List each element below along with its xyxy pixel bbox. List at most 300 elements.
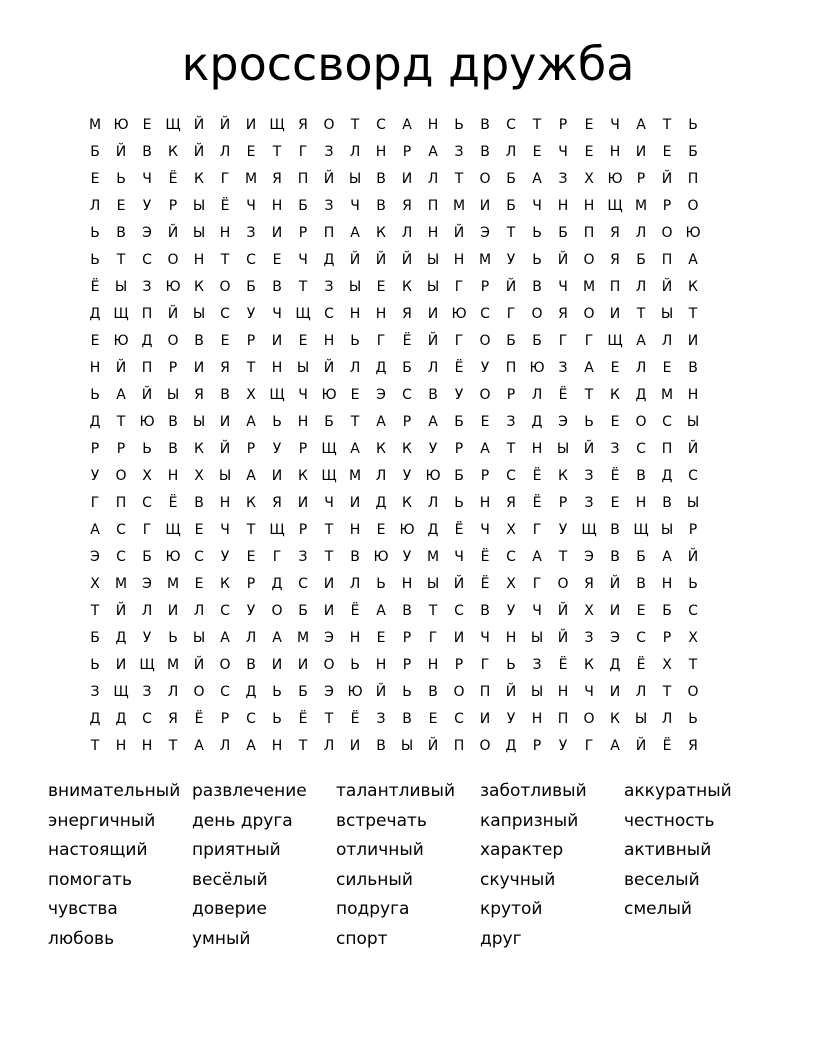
grid-letter: Ё [454, 360, 464, 376]
grid-letter: Р [454, 441, 464, 457]
grid-letter: Е [376, 630, 386, 646]
grid-letter: А [350, 225, 360, 241]
grid-letter: Э [90, 549, 100, 565]
grid-letter: Т [350, 414, 360, 430]
grid-letter: Ч [480, 522, 490, 538]
grid-letter: З [558, 360, 568, 376]
grid-letter: Е [246, 144, 256, 160]
grid-letter: Л [193, 603, 205, 619]
grid-letter: Ь [350, 657, 360, 673]
grid-letter: А [246, 468, 256, 484]
grid-letter: О [687, 684, 699, 700]
grid-letter: И [115, 657, 127, 673]
grid-letter: Ю [113, 333, 129, 349]
grid-letter: Я [298, 117, 308, 133]
grid-letter: М [452, 198, 466, 214]
grid-letter: З [246, 225, 256, 241]
grid-letter: Т [662, 117, 672, 133]
grid-letter: З [142, 684, 152, 700]
grid-letter: Й [323, 360, 335, 376]
grid-letter: Г [376, 333, 386, 349]
grid-letter: Е [350, 387, 360, 403]
grid-letter: Ы [686, 414, 700, 430]
grid-letter: Ь [272, 711, 282, 727]
grid-letter: Й [167, 225, 179, 241]
grid-letter: Р [298, 522, 308, 538]
grid-letter: Л [349, 144, 361, 160]
grid-letter: Е [246, 549, 256, 565]
grid-letter: А [194, 738, 204, 754]
grid-letter: Е [610, 495, 620, 511]
grid-letter: К [402, 441, 412, 457]
grid-letter: З [584, 495, 594, 511]
grid-letter: У [402, 468, 412, 484]
grid-letter: В [480, 144, 490, 160]
grid-letter: В [480, 117, 490, 133]
word-list-item: чувства [48, 899, 118, 919]
grid-letter: И [219, 414, 231, 430]
grid-letter: Ё [558, 657, 568, 673]
grid-letter: С [220, 684, 230, 700]
grid-letter: Г [454, 279, 464, 295]
grid-letter: Й [687, 549, 699, 565]
grid-letter: В [168, 441, 178, 457]
grid-letter: П [661, 252, 673, 268]
grid-letter: Б [90, 144, 100, 160]
grid-letter: Н [557, 684, 569, 700]
grid-letter: Ч [584, 684, 594, 700]
grid-letter: Н [583, 198, 595, 214]
grid-letter: Л [219, 144, 231, 160]
grid-letter: О [453, 684, 465, 700]
grid-letter: Ь [116, 171, 126, 187]
grid-letter: Б [454, 468, 464, 484]
grid-letter: А [532, 171, 542, 187]
grid-letter: Й [219, 117, 231, 133]
grid-letter: Й [427, 738, 439, 754]
grid-letter: Ё [402, 333, 412, 349]
word-list-item: скучный [480, 869, 556, 890]
grid-letter: Х [584, 603, 594, 619]
word-list-item: аккуратный [624, 781, 732, 801]
grid-letter: О [323, 117, 335, 133]
grid-letter: Н [375, 144, 387, 160]
grid-letter: О [479, 387, 491, 403]
grid-letter: Э [480, 225, 490, 241]
grid-letter: У [480, 360, 490, 376]
grid-letter: Н [687, 387, 699, 403]
grid-letter: Й [193, 657, 205, 673]
grid-letter: К [558, 468, 568, 484]
grid-letter: Ю [165, 279, 181, 295]
grid-letter: Ь [90, 657, 100, 673]
grid-letter: Н [297, 414, 309, 430]
grid-letter: Ё [532, 495, 542, 511]
grid-letter: К [688, 279, 698, 295]
grid-letter: Л [401, 225, 413, 241]
grid-letter: Ь [688, 117, 698, 133]
grid-letter: С [402, 387, 412, 403]
grid-letter: А [350, 441, 360, 457]
grid-letter: С [298, 576, 308, 592]
grid-letter: Л [505, 144, 517, 160]
grid-letter: Й [115, 360, 127, 376]
grid-letter: Т [272, 144, 282, 160]
grid-letter: А [610, 738, 620, 754]
grid-letter: Л [219, 738, 231, 754]
grid-letter: В [168, 414, 178, 430]
word-list-item: талантливый [336, 781, 456, 801]
grid-letter: Н [375, 306, 387, 322]
grid-letter: Й [557, 603, 569, 619]
grid-letter: И [349, 738, 361, 754]
grid-letter: М [348, 468, 362, 484]
grid-letter: М [244, 171, 258, 187]
grid-letter: Н [349, 630, 361, 646]
grid-letter: Г [428, 630, 438, 646]
grid-letter: Г [506, 306, 516, 322]
grid-letter: Н [115, 738, 127, 754]
grid-letter: И [609, 306, 621, 322]
grid-letter: Ы [114, 279, 128, 295]
grid-letter: З [142, 279, 152, 295]
grid-letter: З [558, 171, 568, 187]
grid-letter: М [88, 117, 102, 133]
grid-letter: Н [427, 117, 439, 133]
grid-letter: Я [610, 252, 620, 268]
grid-letter: Й [323, 171, 335, 187]
word-list-item: встречать [336, 810, 427, 831]
grid-letter: Т [90, 603, 100, 619]
grid-letter: С [636, 630, 646, 646]
grid-letter: Н [349, 306, 361, 322]
grid-letter: Ю [399, 522, 415, 538]
grid-letter: З [324, 279, 334, 295]
grid-letter: И [323, 603, 335, 619]
grid-letter: У [558, 522, 568, 538]
grid-letter: Г [454, 333, 464, 349]
grid-letter: Д [661, 468, 673, 484]
grid-letter: Г [272, 549, 282, 565]
grid-letter: М [166, 657, 180, 673]
grid-letter: В [142, 144, 152, 160]
grid-letter: Н [505, 630, 517, 646]
grid-letter: Ы [686, 495, 700, 511]
grid-letter: Ы [426, 279, 440, 295]
grid-letter: Д [89, 306, 101, 322]
grid-letter: С [636, 441, 646, 457]
grid-letter: Й [115, 144, 127, 160]
grid-letter: С [324, 306, 334, 322]
grid-letter: Р [168, 360, 178, 376]
grid-letter: П [323, 225, 335, 241]
grid-letter: П [557, 711, 569, 727]
grid-letter: С [454, 711, 464, 727]
grid-letter: Ы [530, 684, 544, 700]
grid-letter: М [166, 576, 180, 592]
grid-letter: Ч [350, 198, 360, 214]
grid-letter: Щ [321, 468, 337, 484]
grid-letter: З [90, 684, 100, 700]
grid-letter: Е [90, 333, 100, 349]
grid-letter: Н [219, 225, 231, 241]
grid-letter: Щ [139, 657, 155, 673]
grid-letter: Ё [480, 576, 490, 592]
grid-letter: Й [115, 603, 127, 619]
grid-letter: Д [141, 333, 153, 349]
grid-letter: Й [141, 387, 153, 403]
grid-letter: Е [90, 171, 100, 187]
word-list-item: умный [192, 928, 251, 949]
grid-letter: Ё [220, 198, 230, 214]
grid-letter: Р [402, 657, 412, 673]
grid-letter: Л [427, 495, 439, 511]
grid-letter: Т [246, 360, 256, 376]
grid-letter: Ы [348, 171, 362, 187]
grid-letter: Р [402, 144, 412, 160]
grid-letter: Ь [90, 225, 100, 241]
grid-letter: Р [558, 117, 568, 133]
grid-letter: У [454, 387, 464, 403]
grid-letter: Н [401, 576, 413, 592]
grid-letter: Ы [530, 630, 544, 646]
grid-letter: И [271, 225, 283, 241]
grid-letter: Д [505, 738, 517, 754]
grid-letter: К [610, 387, 620, 403]
grid-letter: П [297, 171, 309, 187]
grid-letter: С [220, 306, 230, 322]
grid-letter: Ё [558, 387, 568, 403]
grid-letter: Н [531, 711, 543, 727]
grid-letter: В [402, 711, 412, 727]
grid-letter: Д [245, 684, 257, 700]
grid-letter: О [531, 306, 543, 322]
grid-letter: Ь [402, 684, 412, 700]
grid-letter: Ю [685, 225, 701, 241]
grid-letter: М [660, 387, 674, 403]
grid-letter: Й [219, 441, 231, 457]
grid-letter: Г [584, 333, 594, 349]
grid-letter: А [662, 549, 672, 565]
grid-letter: Ы [348, 279, 362, 295]
grid-letter: Й [557, 252, 569, 268]
grid-letter: З [584, 630, 594, 646]
grid-letter: В [480, 603, 490, 619]
grid-letter: Ю [139, 414, 155, 430]
grid-letter: Б [298, 198, 308, 214]
grid-letter: В [272, 279, 282, 295]
grid-letter: Ь [168, 630, 178, 646]
grid-letter: Р [402, 414, 412, 430]
grid-letter: Х [246, 387, 256, 403]
grid-letter: Й [167, 306, 179, 322]
grid-letter: В [116, 225, 126, 241]
grid-letter: К [194, 441, 204, 457]
grid-letter: Б [506, 171, 516, 187]
grid-letter: В [688, 360, 698, 376]
grid-letter: Ю [373, 549, 389, 565]
grid-letter: Т [688, 657, 698, 673]
grid-letter: Л [427, 171, 439, 187]
word-list-item: приятный [192, 840, 281, 860]
grid-letter: С [142, 252, 152, 268]
grid-letter: Т [116, 414, 126, 430]
grid-letter: Д [271, 576, 283, 592]
grid-letter: Б [636, 549, 646, 565]
grid-letter: Я [194, 387, 204, 403]
grid-letter: Г [298, 144, 308, 160]
grid-letter: Л [661, 333, 673, 349]
grid-letter: В [194, 333, 204, 349]
grid-letter: Х [584, 171, 594, 187]
grid-letter: Ы [400, 738, 414, 754]
page-title: кроссворд дружба [181, 37, 635, 91]
grid-letter: Л [141, 603, 153, 619]
grid-letter: И [245, 117, 257, 133]
grid-letter: О [479, 333, 491, 349]
grid-letter: И [479, 198, 491, 214]
grid-letter: Т [298, 279, 308, 295]
grid-letter: К [610, 711, 620, 727]
grid-letter: Ч [142, 171, 152, 187]
grid-letter: Щ [295, 306, 311, 322]
grid-letter: Й [349, 252, 361, 268]
grid-letter: А [272, 630, 282, 646]
grid-letter: Н [609, 144, 621, 160]
grid-letter: У [428, 441, 438, 457]
grid-letter: Б [506, 198, 516, 214]
grid-letter: А [532, 549, 542, 565]
grid-letter: Й [557, 630, 569, 646]
grid-letter: О [115, 468, 127, 484]
grid-letter: Р [662, 630, 672, 646]
grid-letter: Т [506, 225, 516, 241]
grid-letter: Г [532, 576, 542, 592]
grid-letter: Р [402, 630, 412, 646]
word-search-grid [82, 112, 734, 760]
grid-letter: Е [662, 144, 672, 160]
grid-letter: Я [610, 225, 620, 241]
grid-letter: Д [375, 360, 387, 376]
grid-letter: С [506, 549, 516, 565]
grid-letter: Ь [90, 252, 100, 268]
grid-letter: Э [558, 414, 568, 430]
grid-letter: С [506, 117, 516, 133]
grid-letter: Д [375, 495, 387, 511]
grid-letter: Я [402, 198, 412, 214]
grid-letter: О [583, 252, 595, 268]
grid-letter: Й [193, 117, 205, 133]
grid-letter: Е [428, 711, 438, 727]
grid-letter: Ы [166, 387, 180, 403]
grid-letter: Н [193, 252, 205, 268]
grid-letter: Й [453, 576, 465, 592]
grid-letter: Е [272, 252, 282, 268]
grid-letter: К [220, 576, 230, 592]
grid-letter: Д [89, 414, 101, 430]
word-list-item: весёлый [192, 869, 268, 890]
grid-letter: О [193, 684, 205, 700]
grid-letter: Э [324, 630, 334, 646]
grid-letter: М [114, 576, 128, 592]
grid-letter: Ч [480, 630, 490, 646]
grid-letter: Р [506, 387, 516, 403]
grid-letter: Л [635, 225, 647, 241]
grid-letter: Ё [90, 279, 100, 295]
grid-letter: Ь [142, 441, 152, 457]
grid-letter: Ч [558, 279, 568, 295]
grid-letter: Х [506, 576, 516, 592]
grid-letter: Ё [636, 657, 646, 673]
grid-letter: П [427, 198, 439, 214]
grid-letter: Б [454, 414, 464, 430]
grid-letter: О [583, 711, 595, 727]
grid-letter: Ч [272, 306, 282, 322]
grid-letter: Я [506, 495, 516, 511]
grid-letter: Ы [192, 306, 206, 322]
grid-letter: Ь [532, 252, 542, 268]
grid-letter: Х [688, 630, 698, 646]
grid-letter: О [583, 306, 595, 322]
grid-letter: К [194, 279, 204, 295]
grid-letter: А [402, 117, 412, 133]
grid-letter: С [246, 252, 256, 268]
grid-letter: Ё [480, 549, 490, 565]
grid-letter: М [478, 252, 492, 268]
grid-letter: К [246, 495, 256, 511]
grid-letter: Ю [347, 684, 363, 700]
grid-letter: Ё [532, 468, 542, 484]
grid-letter: К [194, 171, 204, 187]
grid-letter: Г [480, 657, 490, 673]
grid-letter: З [584, 468, 594, 484]
grid-letter: Д [427, 522, 439, 538]
grid-letter: Ы [634, 711, 648, 727]
grid-letter: Ч [298, 387, 308, 403]
grid-letter: Р [480, 468, 490, 484]
grid-letter: З [506, 414, 516, 430]
grid-letter: Э [142, 225, 152, 241]
grid-letter: С [142, 711, 152, 727]
grid-letter: Е [220, 333, 230, 349]
grid-letter: Н [349, 522, 361, 538]
grid-letter: Щ [633, 522, 649, 538]
grid-letter: К [402, 279, 412, 295]
grid-letter: И [271, 333, 283, 349]
grid-letter: Х [506, 522, 516, 538]
grid-letter: Л [635, 360, 647, 376]
grid-letter: К [376, 441, 386, 457]
grid-letter: Л [167, 684, 179, 700]
grid-letter: Ы [426, 252, 440, 268]
word-list-item: заботливый [480, 781, 587, 801]
word-list-item: активный [624, 840, 712, 860]
grid-letter: Ь [90, 387, 100, 403]
grid-letter: С [688, 468, 698, 484]
grid-letter: В [194, 495, 204, 511]
grid-letter: Т [324, 522, 334, 538]
grid-letter: И [167, 603, 179, 619]
grid-letter: Ь [272, 684, 282, 700]
grid-letter: И [401, 171, 413, 187]
word-list-item: характер [480, 840, 564, 860]
grid-letter: Т [246, 522, 256, 538]
grid-letter: Щ [321, 441, 337, 457]
grid-letter: Я [272, 171, 282, 187]
grid-letter: Ы [426, 576, 440, 592]
word-list-item: внимательный [48, 781, 181, 801]
grid-letter: Т [324, 549, 334, 565]
